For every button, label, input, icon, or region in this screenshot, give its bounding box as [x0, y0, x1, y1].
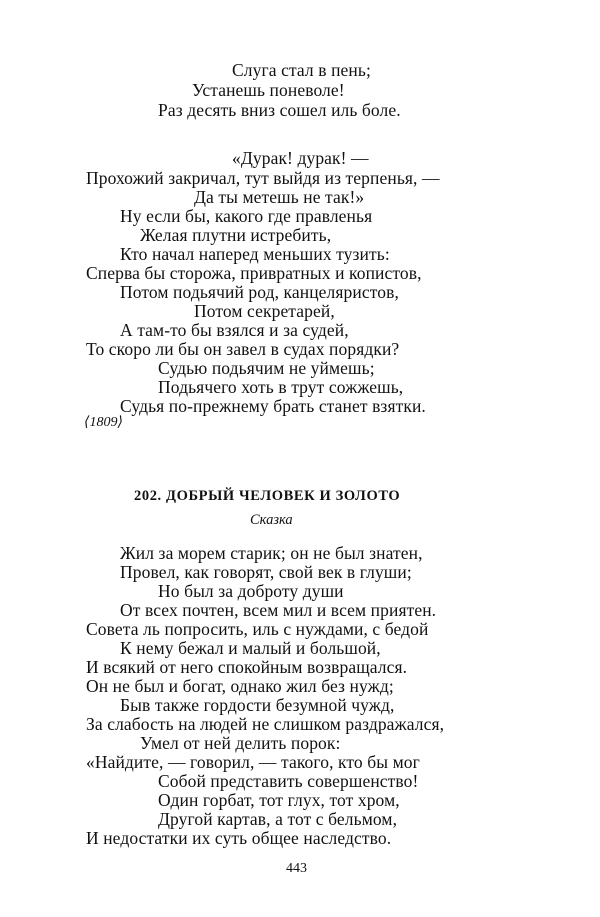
verse-line: Один горбат, тот глух, тот хром, [158, 790, 400, 810]
verse-line: Провел, как говорят, свой век в глуши; [120, 562, 412, 582]
verse-line: Совета ль попросить, иль с нуждами, с бедой [86, 619, 429, 639]
verse-line: Жил за морем старик; он не был знатен, [120, 543, 423, 563]
verse-line: Раз десять вниз сошел иль боле. [158, 100, 401, 120]
verse-line: Собой представить совершенство! [158, 771, 419, 791]
verse-line: И всякий от него спокойным возвращался. [86, 657, 408, 677]
verse-line: Слуга стал в пень; [232, 60, 371, 80]
verse-line: Быв также гордости безумной чужд, [120, 695, 395, 715]
verse-line: Да ты метешь не так!» [194, 187, 365, 207]
poem-date: ⟨1809⟩ [84, 415, 123, 430]
verse-line: Судья по-прежнему брать станет взятки. [120, 396, 426, 416]
verse-line: «Найдите, — говорил, — такого, кто бы мог [86, 752, 420, 772]
page-number: 443 [286, 861, 307, 876]
verse-line: «Дурак! дурак! — [232, 148, 369, 168]
verse-line: От всех почтен, всем мил и всем приятен. [120, 600, 437, 620]
verse-line: Но был за доброту души [158, 581, 344, 601]
verse-line: Прохожий закричал, тут выйдя из терпенья, — [86, 168, 440, 188]
verse-line: А там-то бы взялся и за судей, [120, 320, 349, 340]
verse-line: Судью подьячим не уймешь; [158, 358, 375, 378]
verse-line: Устанешь поневоле! [192, 80, 345, 100]
verse-line: Потом секретарей, [194, 301, 335, 321]
verse-line: То скоро ли бы он завел в судах порядки? [86, 339, 400, 359]
poem-subtitle: Сказка [250, 512, 293, 528]
verse-line: Желая плутни истребить, [140, 225, 332, 245]
verse-line: Кто начал наперед меньших тузить: [120, 244, 390, 264]
verse-line: За слабость на людей не слишком раздражался, [86, 714, 445, 734]
verse-line: Ну если бы, какого где правленья [120, 206, 373, 226]
verse-line: Подьячего хоть в трут сожжешь, [158, 377, 404, 397]
verse-line: Сперва бы сторожа, привратных и копистов, [86, 263, 422, 283]
verse-line: Он не был и богат, однако жил без нужд; [86, 676, 394, 696]
poem-heading: 202. ДОБРЫЙ ЧЕЛОВЕК И ЗОЛОТО [134, 488, 401, 504]
verse-line: К нему бежал и малый и большой, [120, 638, 381, 658]
verse-line: Другой картав, а тот с бельмом, [158, 809, 398, 829]
verse-line: Потом подьячий род, канцеляристов, [120, 282, 399, 302]
verse-line: И недостатки их суть общее наследство. [86, 828, 392, 848]
verse-line: Умел от ней делить порок: [140, 733, 341, 753]
